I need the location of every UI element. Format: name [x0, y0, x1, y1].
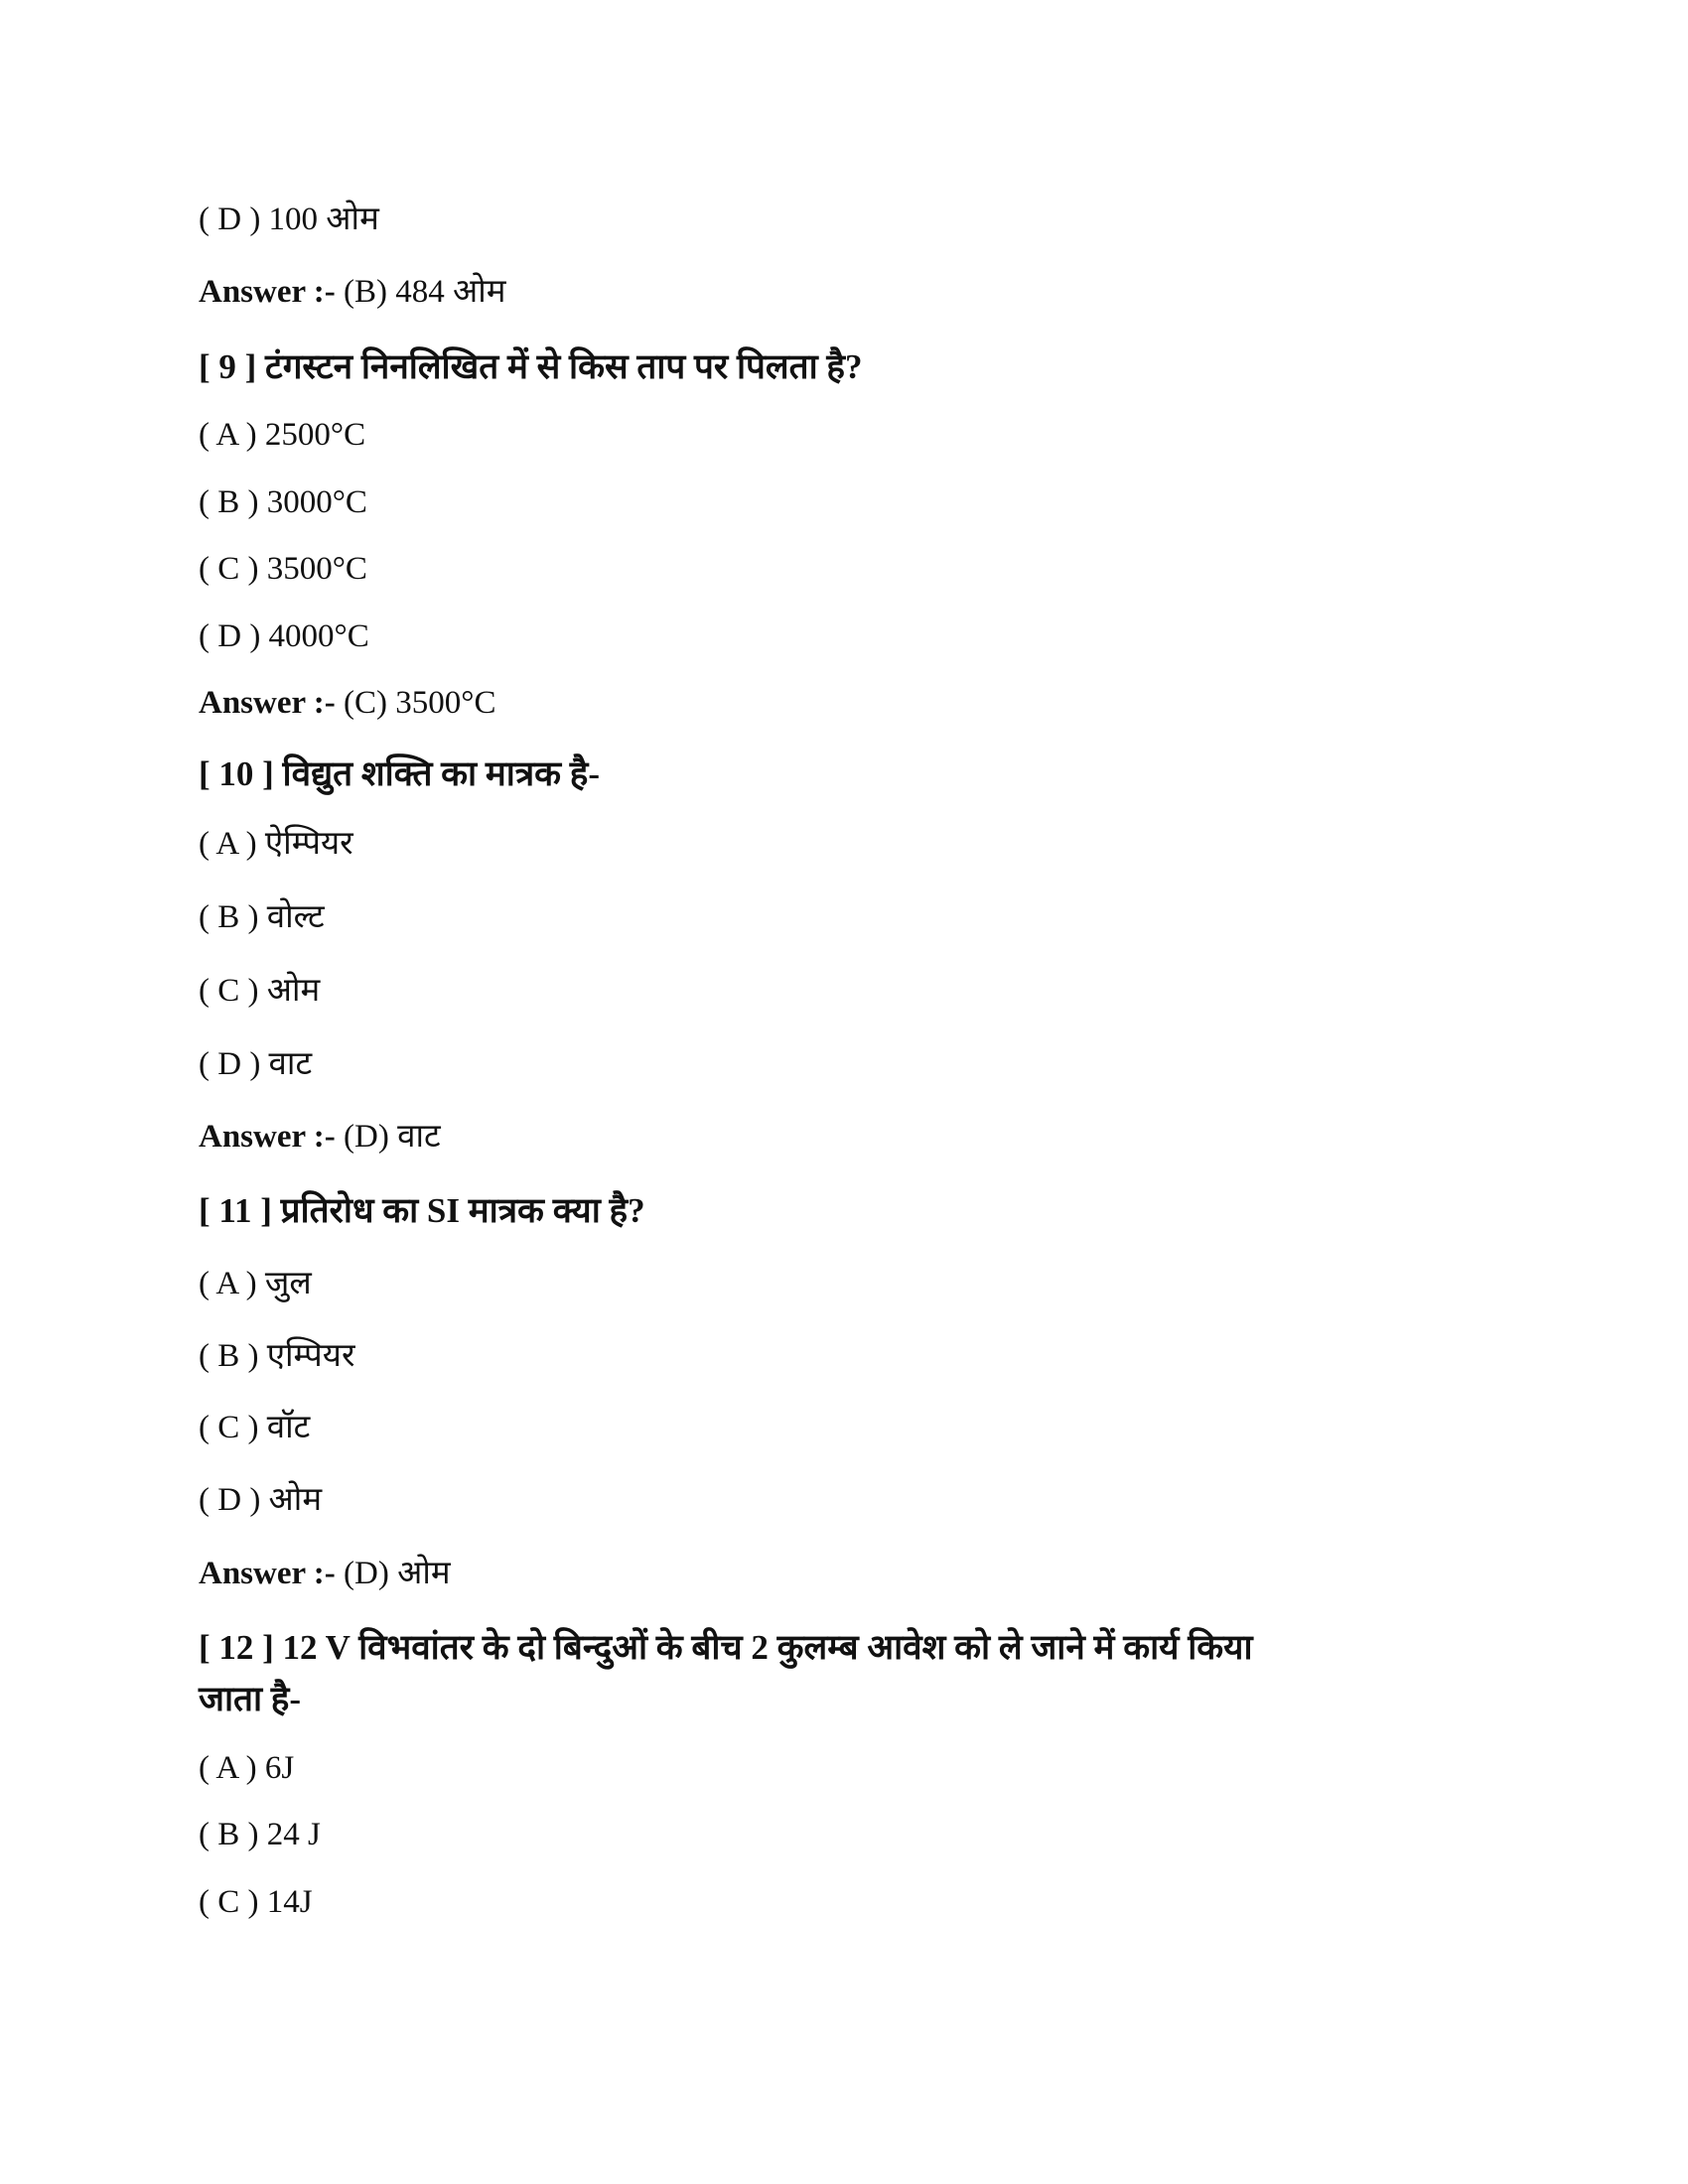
- option-q12-a: ( A ) 6J: [199, 1750, 295, 1786]
- answer-q10: [199, 1121, 441, 1154]
- answer-q9: [199, 687, 496, 720]
- question-12-continued: जाता है-: [199, 1680, 302, 1718]
- question-10: [ 10 ] विद्युत शक्ति का मात्रक है-: [199, 754, 601, 793]
- option-q12-c: ( C ) 14J: [199, 1884, 313, 1920]
- option-q9-b: ( B ) 3000°C: [199, 484, 367, 520]
- option-q9-d: ( D ) 4000°C: [199, 618, 369, 654]
- option-q12-b: ( B ) 24 J: [199, 1817, 321, 1852]
- option-q10-b: ( B ) वोल्ट: [199, 899, 325, 935]
- option-q9-c: ( C ) 3500°C: [199, 551, 367, 587]
- question-11: [ 11 ] प्रतिरोध का SI मात्रक क्या है?: [199, 1191, 645, 1230]
- answer-label: Answer :-: [199, 1556, 336, 1591]
- question-9: [ 9 ] टंगस्टन निनलिखित में से किस ताप पर पिलता है?: [199, 347, 863, 386]
- answer-value: (B) 484 ओम: [335, 274, 506, 310]
- answer-q8: [199, 276, 506, 309]
- answer-label: Answer :-: [199, 685, 336, 721]
- answer-value: (D) ओम: [335, 1556, 451, 1591]
- answer-value: (C) 3500°C: [335, 685, 496, 721]
- answer-label: Answer :-: [199, 274, 336, 310]
- option-q11-a: ( A ) जुल: [199, 1266, 312, 1301]
- option-q9-a: ( A ) 2500°C: [199, 417, 366, 453]
- answer-label: Answer :-: [199, 1119, 336, 1155]
- answer-q11: [199, 1558, 451, 1590]
- option-q10-a: ( A ) ऐम्पियर: [199, 826, 353, 862]
- option-q10-d: ( D ) वाट: [199, 1046, 313, 1082]
- option-q11-c: ( C ) वॉट: [199, 1410, 311, 1445]
- answer-value: (D) वाट: [335, 1119, 441, 1155]
- option-q10-c: ( C ) ओम: [199, 973, 321, 1009]
- question-12: [ 12 ] 12 V विभवांतर के दो बिन्दुओं के बीच 2 कुलम्ब आवेश को ले जाने में कार्य किया: [199, 1628, 1253, 1667]
- option-q11-b: ( B ) एम्पियर: [199, 1338, 355, 1374]
- option-q11-d: ( D ) ओम: [199, 1482, 323, 1518]
- option-q8-d: ( D ) 100 ओम: [199, 202, 379, 237]
